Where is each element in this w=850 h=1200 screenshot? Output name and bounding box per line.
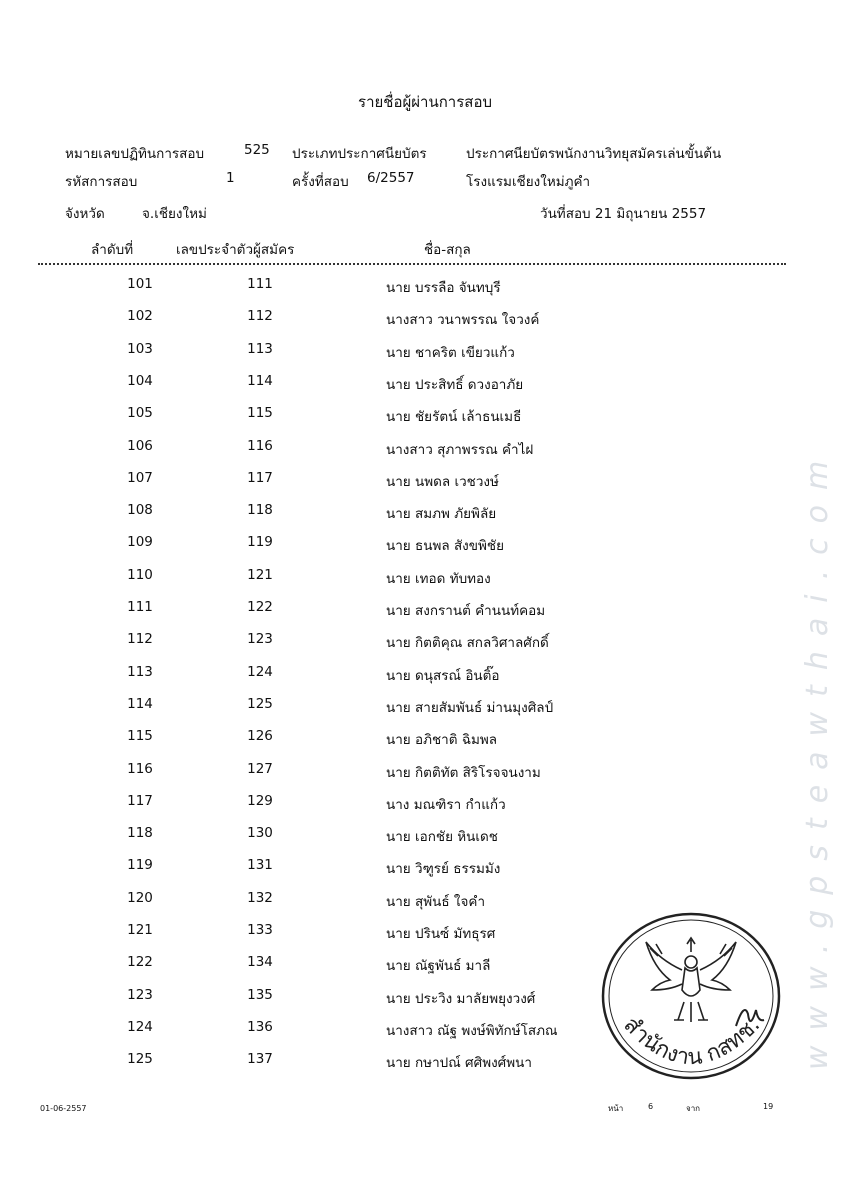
table-row xyxy=(0,567,850,599)
doc-code: 01-06-2557 xyxy=(40,1104,87,1113)
table-row xyxy=(0,761,850,793)
name-cell: นาย ประวิง มาลัยพยุงวงศ์ xyxy=(386,990,536,1007)
seq-cell: 113 xyxy=(127,663,153,680)
watermark: www.gpsteawthai.com xyxy=(800,445,835,1070)
name-cell: นาย ปรินซ์ มัทธุรศ xyxy=(386,926,496,942)
applicant-no-cell: 123 xyxy=(247,631,273,648)
seq-cell: 103 xyxy=(127,340,153,357)
name-cell: นาย สุพันธ์ ใจคำ xyxy=(386,893,486,910)
applicant-no-cell: 137 xyxy=(247,1051,273,1068)
seq-cell: 101 xyxy=(127,276,153,292)
seq-cell: 121 xyxy=(127,922,153,938)
applicant-no-cell: 111 xyxy=(247,276,273,292)
table-row xyxy=(0,308,850,340)
exam-code-label: รหัสการสอบ xyxy=(65,174,138,190)
applicant-no-cell: 134 xyxy=(247,954,273,971)
exam-calendar-value: 525 xyxy=(244,142,270,158)
name-cell: นาย ชัยรัตน์ เล้าธนเมธี xyxy=(386,409,522,426)
round-label: ครั้งที่สอบ xyxy=(292,174,349,190)
name-cell: นาง มณฑิรา กำแก้ว xyxy=(386,796,506,813)
seq-cell: 116 xyxy=(127,760,153,777)
name-cell: นาย กิตติทัต สิริโรจจนงาม xyxy=(386,764,541,781)
applicant-no-cell: 133 xyxy=(247,922,273,938)
name-cell: นาย ณัฐพันธ์ มาลี xyxy=(386,958,491,975)
seq-cell: 120 xyxy=(127,889,153,906)
table-row xyxy=(0,502,850,534)
table-row xyxy=(0,631,850,663)
name-cell: นาย บรรลือ จันทบุรี xyxy=(386,280,501,296)
seq-cell: 125 xyxy=(127,1051,153,1068)
table-row xyxy=(0,534,850,566)
seq-cell: 107 xyxy=(127,469,153,486)
column-header-seq: ลำดับที่ xyxy=(91,242,134,258)
name-cell: นาย อภิชาติ ฉิมพล xyxy=(386,732,498,749)
applicant-no-cell: 116 xyxy=(247,437,273,454)
exam-calendar-label: หมายเลขปฏิทินการสอบ xyxy=(65,146,205,162)
seq-cell: 114 xyxy=(127,695,153,712)
page-label: หน้า xyxy=(608,1104,624,1113)
applicant-no-cell: 124 xyxy=(247,663,273,680)
name-cell: นางสาว ณัฐ พงษ์พิทักษ์โสภณ xyxy=(386,1022,558,1039)
applicant-no-cell: 127 xyxy=(247,760,273,777)
table-row xyxy=(0,276,850,308)
table-row xyxy=(0,857,850,889)
province-value: จ.เชียงใหม่ xyxy=(142,206,207,222)
seq-cell: 124 xyxy=(127,1018,153,1035)
name-cell: นาย นพดล เวชวงษ์ xyxy=(386,473,499,490)
seq-cell: 111 xyxy=(127,599,153,615)
table-row xyxy=(0,405,850,437)
page-number: 6 xyxy=(648,1102,654,1111)
name-cell: นาย กิตติคุณ สกลวิศาลศักดิ์ xyxy=(386,635,549,652)
announcement-type-label: ประเภทประกาศนียบัตร xyxy=(292,146,427,162)
of-label: จาก xyxy=(686,1104,701,1113)
column-header-applicant-no: เลขประจำตัวผู้สมัคร xyxy=(176,242,295,258)
applicant-no-cell: 136 xyxy=(247,1018,273,1035)
seq-cell: 106 xyxy=(127,437,153,454)
name-cell: นาย ดนุสรณ์ อินติ๊อ xyxy=(386,667,500,684)
seq-cell: 102 xyxy=(127,308,153,325)
applicant-no-cell: 131 xyxy=(247,857,273,874)
round-value: 6/2557 xyxy=(367,170,415,186)
garuda-emblem-icon xyxy=(646,938,736,1022)
seq-cell: 122 xyxy=(127,954,153,971)
seq-cell: 108 xyxy=(127,502,153,519)
official-seal xyxy=(598,910,784,1086)
applicant-no-cell: 122 xyxy=(247,599,273,615)
name-cell: นาย สายสัมพันธ์ ม่านมุงศิลป์ xyxy=(386,699,554,716)
exam-date: วันที่สอบ 21 มิถุนายน 2557 xyxy=(540,206,707,222)
name-cell: นาย สมภพ ภัยพิลัย xyxy=(386,506,497,523)
applicant-no-cell: 126 xyxy=(247,728,273,745)
name-cell: นาย ธนพล สังขพิชัย xyxy=(386,538,504,555)
applicant-no-cell: 125 xyxy=(247,695,273,712)
applicant-no-cell: 132 xyxy=(247,889,273,906)
table-row xyxy=(0,438,850,470)
page-title: รายชื่อผู้ผ่านการสอบ xyxy=(358,93,492,111)
seq-cell: 109 xyxy=(127,534,153,551)
table-row xyxy=(0,373,850,405)
name-cell: นาย ประสิทธิ์ ดวงอาภัย xyxy=(386,376,524,393)
name-cell: นาย กษาปณ์ ศศิพงศ์พนา xyxy=(386,1055,532,1072)
province-label: จังหวัด xyxy=(65,206,105,222)
seq-cell: 104 xyxy=(127,372,153,389)
column-header-name: ชื่อ-สกุล xyxy=(424,242,471,258)
name-cell: นางสาว สุภาพรรณ คำไฝ xyxy=(386,441,534,458)
name-cell: นาย เทอด ทับทอง xyxy=(386,570,491,587)
table-row xyxy=(0,341,850,373)
name-cell: นาย วิฑูรย์ ธรรมมัง xyxy=(386,861,501,878)
applicant-no-cell: 112 xyxy=(247,308,273,325)
header-divider xyxy=(38,263,786,265)
exam-code-value: 1 xyxy=(226,170,235,186)
applicant-no-cell: 130 xyxy=(247,825,273,842)
table-row xyxy=(0,793,850,825)
seq-cell: 115 xyxy=(127,728,153,745)
applicant-no-cell: 129 xyxy=(247,792,273,809)
table-row xyxy=(0,599,850,631)
seq-cell: 105 xyxy=(127,405,153,422)
name-cell: นางสาว วนาพรรณ ใจวงค์ xyxy=(386,312,540,329)
seq-cell: 110 xyxy=(127,566,153,583)
applicant-no-cell: 113 xyxy=(247,340,273,357)
applicant-no-cell: 114 xyxy=(247,372,273,389)
seal-text: สำนักงาน กสทช. xyxy=(618,1012,766,1071)
table-row xyxy=(0,825,850,857)
table-row xyxy=(0,470,850,502)
venue: โรงแรมเชียงใหม่ภูคำ xyxy=(466,174,591,190)
seq-cell: 123 xyxy=(127,986,153,1003)
applicant-no-cell: 121 xyxy=(247,566,273,583)
seq-cell: 118 xyxy=(127,825,153,842)
applicant-no-cell: 135 xyxy=(247,986,273,1003)
applicant-no-cell: 117 xyxy=(247,469,273,486)
name-cell: นาย เอกชัย หินเดช xyxy=(386,829,498,846)
applicant-no-cell: 115 xyxy=(247,405,273,422)
table-row xyxy=(0,696,850,728)
seq-cell: 112 xyxy=(127,631,153,648)
applicant-no-cell: 119 xyxy=(247,534,273,551)
applicant-no-cell: 118 xyxy=(247,502,273,519)
seq-cell: 117 xyxy=(127,792,153,809)
name-cell: นาย สงกรานต์ คำนนท์คอม xyxy=(386,603,546,619)
total-pages: 19 xyxy=(763,1102,774,1111)
table-row xyxy=(0,728,850,760)
table-row xyxy=(0,664,850,696)
seq-cell: 119 xyxy=(127,857,153,874)
name-cell: นาย ชาคริต เขียวแก้ว xyxy=(386,344,515,361)
announcement-value: ประกาศนียบัตรพนักงานวิทยุสมัครเล่นขั้นต้น xyxy=(466,146,722,162)
